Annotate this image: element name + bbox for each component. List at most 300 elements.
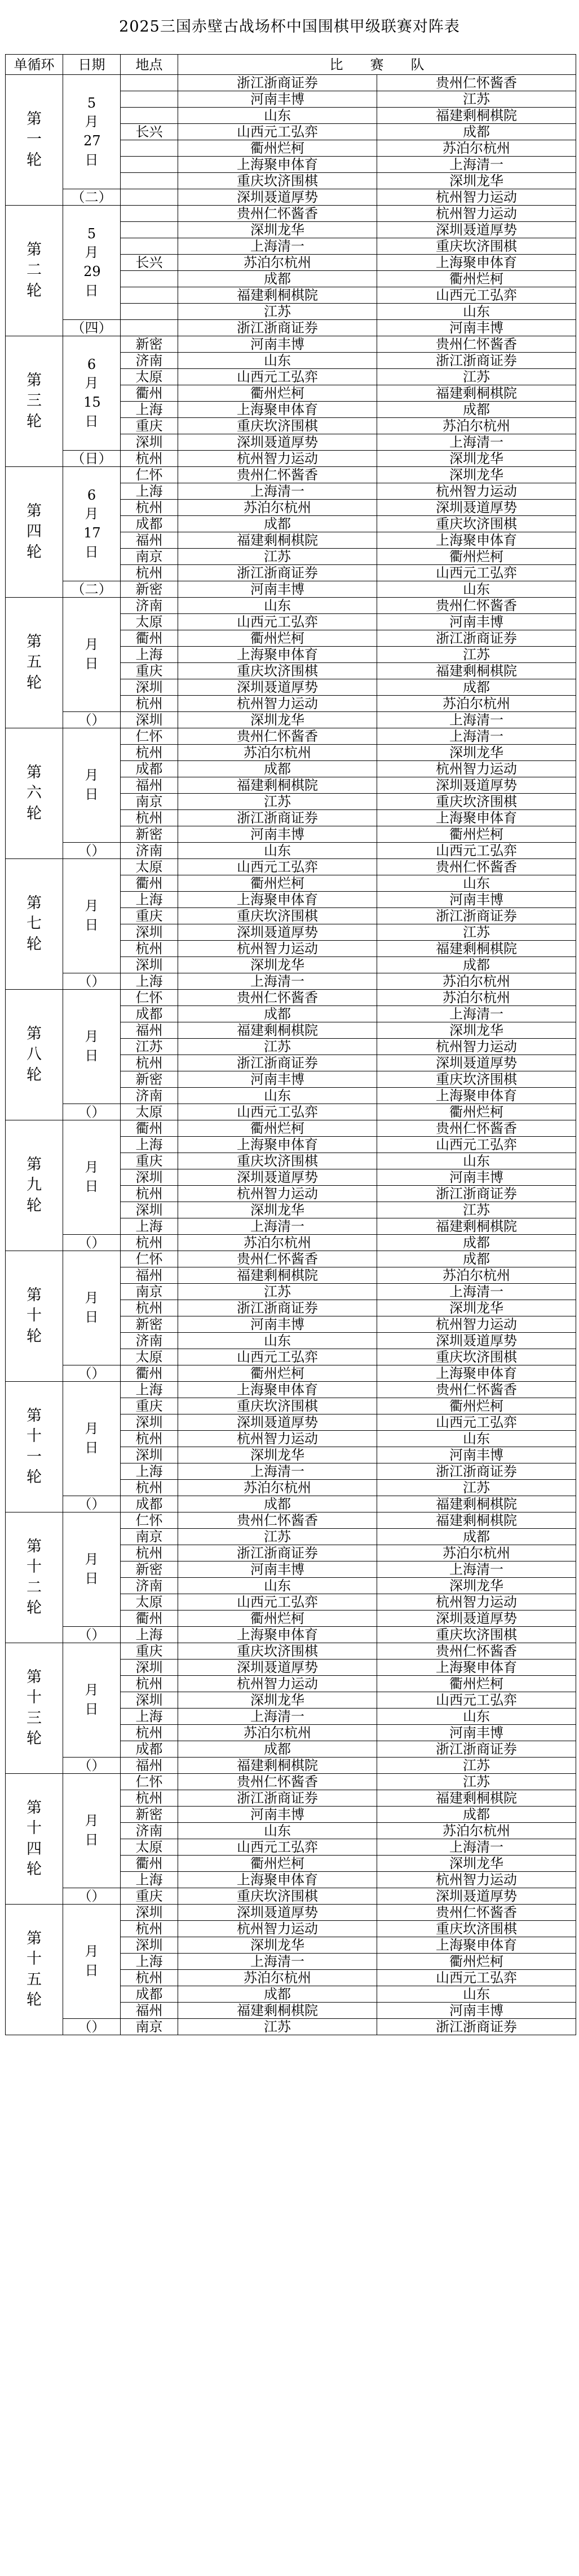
round-date-text: 月日 [85, 637, 99, 671]
home-team-cell: 山西元工弘弈 [178, 1594, 377, 1610]
away-team-cell: 衢州烂柯 [377, 1954, 576, 1970]
round-label [6, 859, 63, 990]
venue-cell: 南京 [121, 2019, 178, 2035]
away-team-cell: 山东 [377, 304, 576, 320]
home-team-cell: 上海聚申体育 [178, 647, 377, 663]
round-label [6, 467, 63, 598]
away-team-cell: 深圳聂道厚势 [377, 1610, 576, 1627]
home-team-cell: 山西元工弘弈 [178, 614, 377, 630]
home-team-cell: 江苏 [178, 304, 377, 320]
away-team-cell: 深圳聂道厚势 [377, 1888, 576, 1905]
home-team-cell: 福建剩桐棋院 [178, 532, 377, 549]
home-team-cell: 贵州仁怀酱香 [178, 990, 377, 1006]
venue-cell: 南京 [121, 549, 178, 565]
away-team-cell: 山西元工弘弈 [377, 1970, 576, 1986]
home-team-cell: 衢州烂柯 [178, 630, 377, 647]
away-team-cell: 河南丰博 [377, 1169, 576, 1186]
away-team-cell: 河南丰博 [377, 320, 576, 336]
round-date [63, 1512, 121, 1627]
away-team-cell: 江苏 [377, 647, 576, 663]
home-team-cell: 江苏 [178, 549, 377, 565]
venue-cell: 杭州 [121, 1431, 178, 1447]
match-row [6, 843, 576, 859]
home-team-cell: 上海清一 [178, 1463, 377, 1480]
away-team-cell: 贵州仁怀酱香 [377, 1643, 576, 1660]
home-team-cell: 重庆坎济围棋 [178, 418, 377, 434]
home-team-cell: 浙江浙商证券 [178, 320, 377, 336]
round-weekday: （） [63, 1496, 121, 1512]
round-label [6, 1774, 63, 1905]
home-team-cell: 衢州烂柯 [178, 1856, 377, 1872]
home-team-cell: 上海聚申体育 [178, 892, 377, 908]
home-team-cell: 重庆坎济围棋 [178, 908, 377, 924]
home-team-cell: 成都 [178, 271, 377, 287]
venue-cell: 济南 [121, 1333, 178, 1349]
round-date [63, 598, 121, 712]
venue-cell: 上海 [121, 1872, 178, 1888]
home-team-cell: 苏泊尔杭州 [178, 255, 377, 271]
venue-cell [121, 206, 178, 222]
round-weekday: （） [63, 1888, 121, 1905]
round-date-text: 6月17日 [83, 487, 101, 560]
home-team-cell: 江苏 [178, 2019, 377, 2035]
away-team-cell: 江苏 [377, 1758, 576, 1774]
match-row [6, 1251, 576, 1267]
home-team-cell: 深圳龙华 [178, 1692, 377, 1709]
away-team-cell: 山西元工弘弈 [377, 1137, 576, 1153]
away-team-cell: 杭州智力运动 [377, 1039, 576, 1055]
round-label-text: 第二轮 [26, 241, 42, 300]
venue-cell: 衢州 [121, 875, 178, 892]
round-label-text: 第十二轮 [26, 1537, 42, 1617]
home-team-cell: 河南丰博 [178, 91, 377, 108]
away-team-cell: 上海聚申体育 [377, 1660, 576, 1676]
venue-cell: 杭州 [121, 1921, 178, 1937]
home-team-cell: 上海清一 [178, 1954, 377, 1970]
venue-cell: 新密 [121, 1316, 178, 1333]
venue-cell: 济南 [121, 1088, 178, 1104]
match-row [6, 728, 576, 745]
round-weekday: （） [63, 1758, 121, 1774]
venue-cell: 成都 [121, 516, 178, 532]
home-team-cell: 成都 [178, 1741, 377, 1758]
round-weekday: （） [63, 2019, 121, 2035]
venue-cell: 深圳 [121, 1447, 178, 1463]
venue-cell: 济南 [121, 353, 178, 369]
round-weekday: （） [63, 973, 121, 990]
round-date [63, 859, 121, 973]
home-team-cell: 上海清一 [178, 1709, 377, 1725]
home-team-cell: 重庆坎济围棋 [178, 173, 377, 189]
away-team-cell: 深圳聂道厚势 [377, 1055, 576, 1071]
home-team-cell: 成都 [178, 1496, 377, 1512]
round-weekday: （二） [63, 189, 121, 206]
match-row [6, 1888, 576, 1905]
round-date [63, 75, 121, 189]
home-team-cell: 贵州仁怀酱香 [178, 1512, 377, 1529]
home-team-cell: 衢州烂柯 [178, 875, 377, 892]
round-date [63, 206, 121, 320]
home-team-cell: 深圳龙华 [178, 712, 377, 728]
match-row [6, 1758, 576, 1774]
home-team-cell: 山西元工弘弈 [178, 1839, 377, 1856]
venue-cell: 重庆 [121, 908, 178, 924]
home-team-cell: 浙江浙商证券 [178, 1790, 377, 1807]
venue-cell: 深圳 [121, 679, 178, 696]
match-row [6, 1104, 576, 1120]
round-label-text: 第四轮 [26, 502, 42, 561]
match-row [6, 2019, 576, 2035]
away-team-cell: 山东 [377, 1986, 576, 2003]
home-team-cell: 河南丰博 [178, 581, 377, 598]
away-team-cell: 山西元工弘弈 [377, 1692, 576, 1709]
away-team-cell: 江苏 [377, 924, 576, 941]
venue-cell [121, 173, 178, 189]
away-team-cell: 福建剩桐棋院 [377, 663, 576, 679]
venue-cell [121, 304, 178, 320]
round-label-text: 第十五轮 [26, 1929, 42, 2009]
home-team-cell: 深圳聂道厚势 [178, 1660, 377, 1676]
venue-cell: 新密 [121, 826, 178, 843]
match-row [6, 1774, 576, 1790]
away-team-cell: 衢州烂柯 [377, 1104, 576, 1120]
away-team-cell: 浙江浙商证券 [377, 1741, 576, 1758]
home-team-cell: 深圳聂道厚势 [178, 1905, 377, 1921]
round-date [63, 728, 121, 843]
away-team-cell: 贵州仁怀酱香 [377, 336, 576, 353]
home-team-cell: 衢州烂柯 [178, 1365, 377, 1382]
match-row [6, 1627, 576, 1643]
home-team-cell: 深圳龙华 [178, 1447, 377, 1463]
away-team-cell: 江苏 [377, 1480, 576, 1496]
venue-cell: 重庆 [121, 1398, 178, 1414]
venue-cell: 南京 [121, 794, 178, 810]
match-row [6, 467, 576, 483]
away-team-cell: 苏泊尔杭州 [377, 1545, 576, 1561]
away-team-cell: 贵州仁怀酱香 [377, 75, 576, 91]
venue-cell: 福州 [121, 1022, 178, 1039]
venue-cell: 深圳 [121, 434, 178, 451]
away-team-cell: 福建剩桐棋院 [377, 941, 576, 957]
header-date: 日期 [63, 55, 121, 75]
round-weekday: （四） [63, 320, 121, 336]
header-round: 单循环 [6, 55, 63, 75]
round-label [6, 598, 63, 728]
home-team-cell: 深圳聂道厚势 [178, 189, 377, 206]
away-team-cell: 深圳聂道厚势 [377, 1333, 576, 1349]
venue-cell: 杭州 [121, 810, 178, 826]
venue-cell: 济南 [121, 843, 178, 859]
away-team-cell: 山西元工弘弈 [377, 843, 576, 859]
away-team-cell: 上海清一 [377, 1006, 576, 1022]
venue-cell: 杭州 [121, 1790, 178, 1807]
home-team-cell: 苏泊尔杭州 [178, 1725, 377, 1741]
venue-cell: 南京 [121, 1284, 178, 1300]
home-team-cell: 福建剩桐棋院 [178, 777, 377, 794]
away-team-cell: 福建剩桐棋院 [377, 1512, 576, 1529]
round-label [6, 1512, 63, 1643]
match-row [6, 1643, 576, 1660]
away-team-cell: 上海清一 [377, 728, 576, 745]
home-team-cell: 贵州仁怀酱香 [178, 1251, 377, 1267]
round-date-text: 月日 [85, 1159, 99, 1194]
venue-cell [121, 189, 178, 206]
home-team-cell: 重庆坎济围棋 [178, 1888, 377, 1905]
venue-cell [121, 140, 178, 157]
home-team-cell: 山东 [178, 598, 377, 614]
venue-cell: 杭州 [121, 1545, 178, 1561]
home-team-cell: 重庆坎济围棋 [178, 1398, 377, 1414]
home-team-cell: 福建剩桐棋院 [178, 1267, 377, 1284]
venue-cell: 上海 [121, 1382, 178, 1398]
away-team-cell: 福建剩桐棋院 [377, 1790, 576, 1807]
home-team-cell: 福建剩桐棋院 [178, 287, 377, 304]
away-team-cell: 深圳龙华 [377, 451, 576, 467]
venue-cell: 上海 [121, 973, 178, 990]
match-row [6, 1120, 576, 1137]
away-team-cell: 深圳龙华 [377, 1300, 576, 1316]
home-team-cell: 贵州仁怀酱香 [178, 206, 377, 222]
home-team-cell: 山东 [178, 1823, 377, 1839]
venue-cell: 成都 [121, 1496, 178, 1512]
venue-cell: 杭州 [121, 1725, 178, 1741]
away-team-cell: 杭州智力运动 [377, 1594, 576, 1610]
venue-cell: 上海 [121, 1463, 178, 1480]
match-row [6, 1496, 576, 1512]
round-label [6, 990, 63, 1120]
venue-cell: 重庆 [121, 1888, 178, 1905]
home-team-cell: 浙江浙商证券 [178, 1545, 377, 1561]
home-team-cell: 苏泊尔杭州 [178, 1235, 377, 1251]
venue-cell [121, 108, 178, 124]
round-label-text: 第十三轮 [26, 1668, 42, 1747]
away-team-cell: 成都 [377, 124, 576, 140]
home-team-cell: 深圳龙华 [178, 1937, 377, 1954]
round-label [6, 1382, 63, 1512]
away-team-cell: 福建剩桐棋院 [377, 108, 576, 124]
home-team-cell: 山西元工弘弈 [178, 1104, 377, 1120]
home-team-cell: 山东 [178, 843, 377, 859]
venue-cell: 重庆 [121, 418, 178, 434]
venue-cell: 深圳 [121, 1660, 178, 1676]
home-team-cell: 上海聚申体育 [178, 1382, 377, 1398]
venue-cell [121, 91, 178, 108]
away-team-cell: 江苏 [377, 1774, 576, 1790]
header-match: 比 赛 队 [178, 55, 576, 75]
away-team-cell: 江苏 [377, 369, 576, 385]
home-team-cell: 上海清一 [178, 1218, 377, 1235]
away-team-cell: 河南丰博 [377, 1447, 576, 1463]
round-date [63, 1774, 121, 1888]
venue-cell: 福州 [121, 2003, 178, 2019]
venue-cell: 杭州 [121, 1235, 178, 1251]
home-team-cell: 山西元工弘弈 [178, 369, 377, 385]
home-team-cell: 重庆坎济围棋 [178, 1153, 377, 1169]
away-team-cell: 浙江浙商证券 [377, 2019, 576, 2035]
venue-cell: 杭州 [121, 745, 178, 761]
home-team-cell: 山东 [178, 108, 377, 124]
venue-cell: 深圳 [121, 957, 178, 973]
round-weekday: （） [63, 1235, 121, 1251]
match-row [6, 1365, 576, 1382]
home-team-cell: 深圳龙华 [178, 1202, 377, 1218]
away-team-cell: 山东 [377, 581, 576, 598]
venue-cell: 南京 [121, 1529, 178, 1545]
away-team-cell: 深圳聂道厚势 [377, 777, 576, 794]
home-team-cell: 贵州仁怀酱香 [178, 467, 377, 483]
venue-cell: 上海 [121, 483, 178, 500]
away-team-cell: 成都 [377, 1529, 576, 1545]
venue-cell: 深圳 [121, 1169, 178, 1186]
venue-cell: 仁怀 [121, 467, 178, 483]
home-team-cell: 上海清一 [178, 973, 377, 990]
home-team-cell: 江苏 [178, 1529, 377, 1545]
home-team-cell: 杭州智力运动 [178, 1431, 377, 1447]
away-team-cell: 深圳龙华 [377, 467, 576, 483]
home-team-cell: 深圳聂道厚势 [178, 679, 377, 696]
home-team-cell: 苏泊尔杭州 [178, 745, 377, 761]
away-team-cell: 杭州智力运动 [377, 761, 576, 777]
away-team-cell: 山东 [377, 875, 576, 892]
away-team-cell: 上海聚申体育 [377, 532, 576, 549]
home-team-cell: 浙江浙商证券 [178, 1055, 377, 1071]
venue-cell: 仁怀 [121, 728, 178, 745]
away-team-cell: 上海聚申体育 [377, 255, 576, 271]
venue-cell: 重庆 [121, 663, 178, 679]
away-team-cell: 上海清一 [377, 1839, 576, 1856]
round-date-text: 月日 [85, 767, 99, 802]
away-team-cell: 河南丰博 [377, 614, 576, 630]
away-team-cell: 重庆坎济围棋 [377, 1071, 576, 1088]
match-row [6, 990, 576, 1006]
round-label [6, 1251, 63, 1382]
away-team-cell: 杭州智力运动 [377, 1872, 576, 1888]
round-weekday: （） [63, 843, 121, 859]
home-team-cell: 上海聚申体育 [178, 1137, 377, 1153]
home-team-cell: 衢州烂柯 [178, 140, 377, 157]
home-team-cell: 重庆坎济围棋 [178, 663, 377, 679]
away-team-cell: 河南丰博 [377, 1725, 576, 1741]
round-label [6, 1120, 63, 1251]
round-date [63, 1382, 121, 1496]
away-team-cell: 成都 [377, 679, 576, 696]
round-date [63, 1643, 121, 1758]
venue-cell: 长兴 [121, 124, 178, 140]
round-label-text: 第七轮 [26, 894, 42, 953]
venue-cell [121, 75, 178, 91]
venue-cell: 新密 [121, 336, 178, 353]
home-team-cell: 杭州智力运动 [178, 941, 377, 957]
away-team-cell: 深圳龙华 [377, 1856, 576, 1872]
away-team-cell: 杭州智力运动 [377, 189, 576, 206]
home-team-cell: 衢州烂柯 [178, 385, 377, 402]
away-team-cell: 衢州烂柯 [377, 1398, 576, 1414]
header-venue: 地点 [121, 55, 178, 75]
venue-cell: 太原 [121, 1594, 178, 1610]
venue-cell: 深圳 [121, 924, 178, 941]
home-team-cell: 上海清一 [178, 238, 377, 255]
home-team-cell: 苏泊尔杭州 [178, 1970, 377, 1986]
away-team-cell: 重庆坎济围棋 [377, 1349, 576, 1365]
round-date-text: 月日 [85, 1029, 99, 1064]
home-team-cell: 深圳聂道厚势 [178, 1414, 377, 1431]
round-date-text: 月日 [85, 1943, 99, 1978]
venue-cell: 重庆 [121, 1643, 178, 1660]
venue-cell: 深圳 [121, 1937, 178, 1954]
away-team-cell: 成都 [377, 1807, 576, 1823]
venue-cell: 杭州 [121, 1676, 178, 1692]
away-team-cell: 贵州仁怀酱香 [377, 1382, 576, 1398]
match-row [6, 320, 576, 336]
venue-cell: 杭州 [121, 1055, 178, 1071]
home-team-cell: 江苏 [178, 1039, 377, 1055]
away-team-cell: 苏泊尔杭州 [377, 990, 576, 1006]
venue-cell [121, 238, 178, 255]
venue-cell: 成都 [121, 1986, 178, 2003]
away-team-cell: 山西元工弘弈 [377, 287, 576, 304]
venue-cell: 成都 [121, 1006, 178, 1022]
away-team-cell: 浙江浙商证券 [377, 908, 576, 924]
away-team-cell: 成都 [377, 1251, 576, 1267]
venue-cell: 衢州 [121, 630, 178, 647]
home-team-cell: 衢州烂柯 [178, 1120, 377, 1137]
away-team-cell: 深圳龙华 [377, 745, 576, 761]
away-team-cell: 衢州烂柯 [377, 549, 576, 565]
venue-cell: 长兴 [121, 255, 178, 271]
home-team-cell: 河南丰博 [178, 336, 377, 353]
round-label [6, 206, 63, 336]
header-row [6, 55, 576, 75]
round-date-text: 月日 [85, 1813, 99, 1848]
round-date-text: 月日 [85, 1421, 99, 1456]
match-row [6, 581, 576, 598]
home-team-cell: 上海聚申体育 [178, 1627, 377, 1643]
home-team-cell: 浙江浙商证券 [178, 810, 377, 826]
round-date [63, 467, 121, 581]
round-label-text: 第八轮 [26, 1025, 42, 1084]
venue-cell: 太原 [121, 1104, 178, 1120]
home-team-cell: 深圳聂道厚势 [178, 924, 377, 941]
schedule-table [5, 54, 576, 2035]
round-date [63, 1251, 121, 1365]
venue-cell: 杭州 [121, 565, 178, 581]
away-team-cell: 山西元工弘弈 [377, 565, 576, 581]
home-team-cell: 福建剩桐棋院 [178, 1022, 377, 1039]
round-label-text: 第六轮 [26, 763, 42, 822]
away-team-cell: 上海清一 [377, 1561, 576, 1578]
round-weekday: （） [63, 1627, 121, 1643]
home-team-cell: 山东 [178, 1088, 377, 1104]
round-label-text: 第一轮 [26, 110, 42, 169]
venue-cell: 杭州 [121, 1970, 178, 1986]
venue-cell: 杭州 [121, 451, 178, 467]
venue-cell [121, 320, 178, 336]
away-team-cell: 深圳聂道厚势 [377, 222, 576, 238]
away-team-cell: 山东 [377, 1431, 576, 1447]
home-team-cell: 成都 [178, 761, 377, 777]
away-team-cell: 苏泊尔杭州 [377, 1823, 576, 1839]
away-team-cell: 贵州仁怀酱香 [377, 1120, 576, 1137]
match-row [6, 336, 576, 353]
home-team-cell: 山西元工弘弈 [178, 124, 377, 140]
home-team-cell: 贵州仁怀酱香 [178, 1774, 377, 1790]
home-team-cell: 河南丰博 [178, 1071, 377, 1088]
away-team-cell: 山东 [377, 1709, 576, 1725]
away-team-cell: 深圳龙华 [377, 173, 576, 189]
venue-cell: 福州 [121, 777, 178, 794]
venue-cell: 仁怀 [121, 990, 178, 1006]
home-team-cell: 福建剩桐棋院 [178, 2003, 377, 2019]
